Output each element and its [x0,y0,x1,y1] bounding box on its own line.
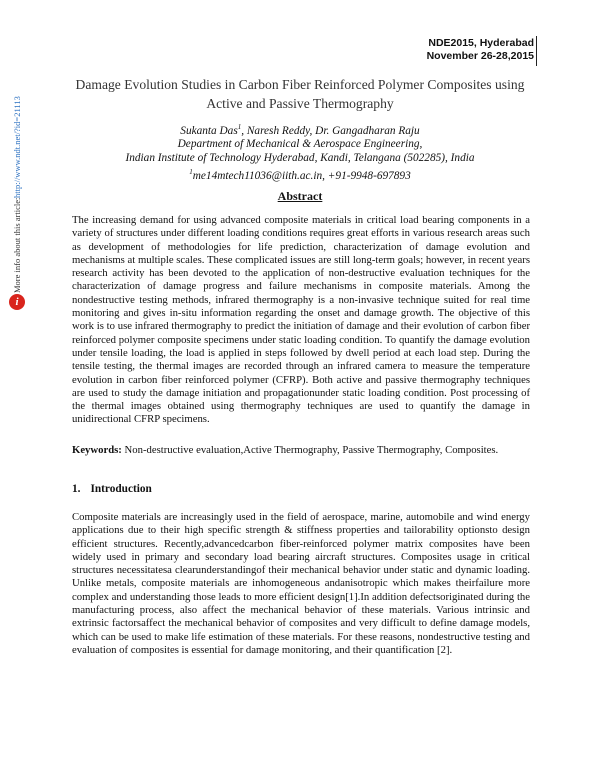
article-info-label: More info about this article: [12,197,22,293]
author-block [60,121,540,183]
author-department: Department of Mechanical & Aerospace Engineering, [177,138,423,151]
author-contact [60,166,540,183]
author-names [60,121,540,138]
keywords [72,444,530,457]
article-info-sidebar [6,88,28,398]
keywords-label: Keywords: [72,444,122,456]
contact-mark: 1 [189,167,193,176]
title-line-2: Active and Passive Thermography [206,95,394,111]
header-divider [536,36,537,66]
section-title: Introduction [90,483,152,495]
section-number: 1. [72,483,81,495]
keywords-text: Non-destructive evaluation,Active Thermography, Passive Thermography, Composites. [121,444,499,456]
title-line-1: Damage Evolution Studies in Carbon Fiber Reinforced Polymer Composites using [75,77,525,92]
abstract-text: The increasing demand for using advanced composite materials in critical load bearing components in a variety of structures under different loading conditions requires great efforts in various research areas such as development of methodologies for life prediction, characterization of damage evolution and mechanisms at multiple scales. These complicated issues are still long-term goals; however, in recent years research activity has been devoted to the application of non-destructive evaluation techniques for the characterization of damage progress and failure mechanisms in composite materials. Among the nondestructive testing methods, infrared thermography is a non-invasive technique suited for real time monitoring and gives in-situ information regarding the onset and damage growth. The objective of this work is to use infrared thermography to predict the initiation of damage and their evolution of carbon fiber reinforced polymer composite specimens under static loading condition. To quantify the damage evolution under tensile loading, the load is applied in steps followed by dwell period at each load step. During the tensile testing, the thermal images are recorded through an infrared camera to measure the temperature evolution in carbon fiber reinforced polymer (CFRP). Both active and passive thermography techniques are used to study the damage initiation and propagationunder static loading condition. Post processing of the thermal images obtained using thermography techniques are used to quantify the damage in unidirectional CFRP specimens. [72,214,530,426]
abstract-heading: Abstract [277,189,323,203]
section-heading-introduction [72,483,152,495]
info-icon[interactable]: i [9,294,25,310]
author-institute: Indian Institute of Technology Hyderabad, Kandi, Telangana (502285), India [125,151,475,164]
conference-header [427,37,534,63]
author-first: Sukanta Das [180,124,238,137]
contact-details: me14mtech11036@iith.ac.in, +91-9948-697893 [192,169,411,182]
author-others: , Naresh Reddy, Dr. Gangadharan Raju [241,124,420,137]
article-info-link[interactable]: http://www.ndt.net/?id=21113 [12,95,22,198]
conference-dates: November 26-28,2015 [426,50,534,62]
author-affiliation-mark: 1 [237,123,242,131]
paper-title [60,76,540,113]
article-info-text [6,88,28,293]
introduction-text: Composite materials are increasingly used in the field of aerospace, marine, automobile and wind energy applications due to their high specific strength & stiffness properties and tailorability optionsto design efficient structures. Recently,advancedcarbon fiber-reinforced polymer matrix composites have been widely used in primary and secondary load bearing aircraft structures. Composites usage in critical structures necessitatesa clearunderstandingof their mechanical behavior under static and dynamic loading. Unlike metals, composite materials are inhomogeneous andanisotropic which makes theirfailure more complex and understanding those leads to more efficient design[1].In addition defectsoriginated during the manufacturing process, also affect the mechanical behavior of these materials. Various intrinsic and extrinsic factorsaffect the mechanical behavior of composites and very difficult to define damage models, which can be used to make life estimation of these materials. For these reasons, nondestructive testing and evaluation of composites is essential for damage monitoring, and their quantification [2]. [72,511,530,656]
conference-name: NDE2015, Hyderabad [428,37,534,49]
